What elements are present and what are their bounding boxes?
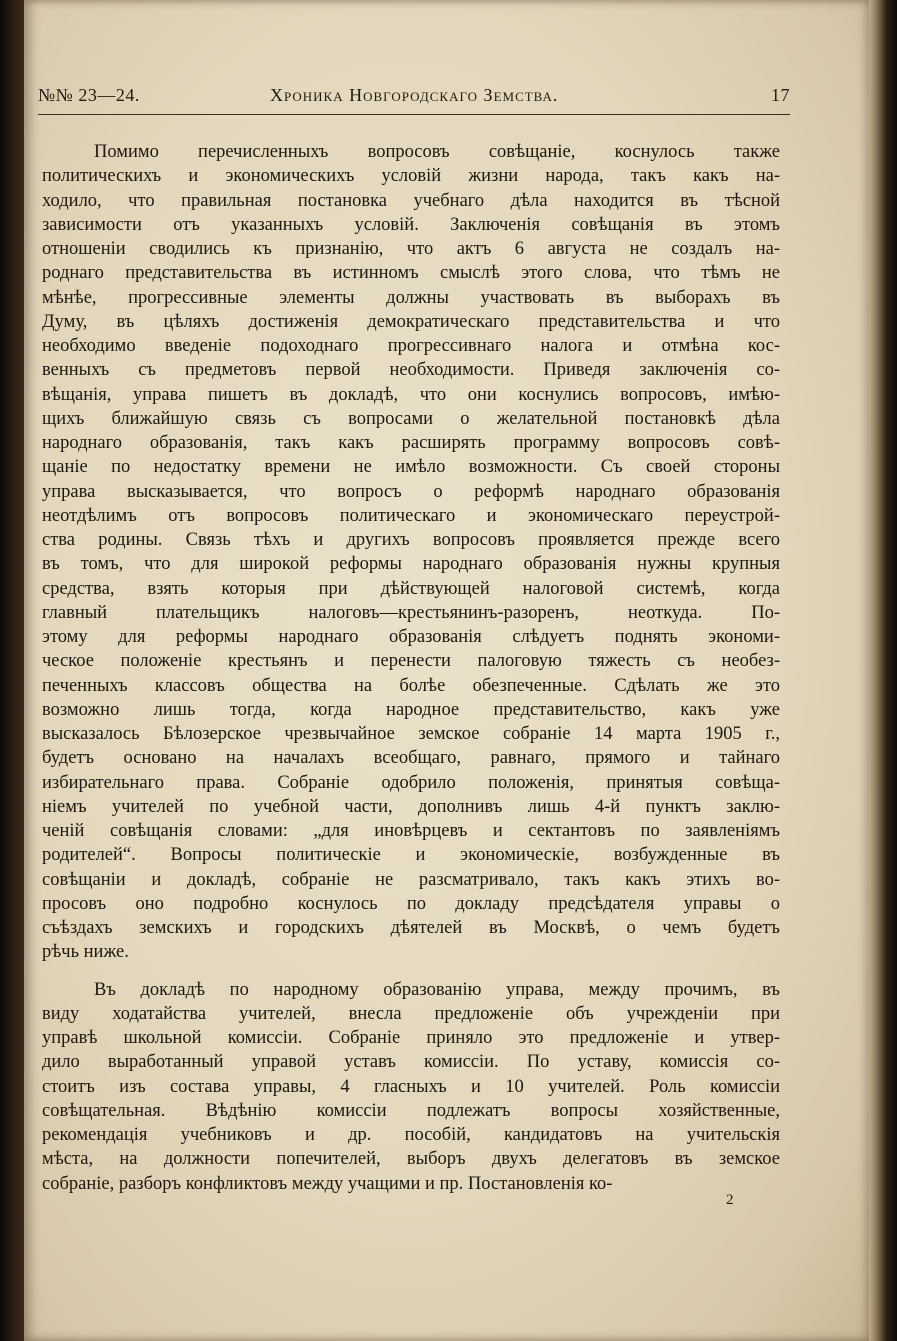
text-line: щихъ ближайшую связь съ вопросами о желательной постановкѣ дѣла xyxy=(42,408,780,429)
text-line: ченій совѣщанія словами: „для иновѣрцевъ и сектантовъ по заявленіямъ xyxy=(42,821,780,841)
text-line: ходило, что правильная постановка учебнаго дѣла находится въ тѣсной xyxy=(42,190,780,211)
text-line: народнаго образованія, такъ какъ расширять программу вопросовъ совѣ- xyxy=(42,433,780,453)
text-line: управѣ школьной комиссіи. Собраніе приняло это предложеніе и утвер- xyxy=(42,1028,780,1048)
text-line: главный плательщикъ налоговъ—крестьянинъ-разоренъ, неоткуда. По- xyxy=(42,602,780,623)
text-line: щаніе по недостатку времени не имѣло возможности. Съ своей стороны xyxy=(42,457,780,478)
text-line: высказалось Бѣлозерское чрезвычайное земское собраніе 14 марта 1905 г., xyxy=(42,724,780,744)
text-line: ческое положеніе крестьянъ и перенести палоговую тяжесть съ необез- xyxy=(42,651,780,672)
paragraph-2 xyxy=(42,978,780,1196)
paragraph-1 xyxy=(42,140,780,965)
text-line: мѣста, на должности попечителей, выборъ двухъ делегатовъ въ земское xyxy=(42,1149,780,1170)
text-line: съѣздахъ земскихъ и городскихъ дѣятелей въ Москвѣ, о чемъ будетъ xyxy=(42,918,780,938)
text-line: виду ходатайства учителей, внесла предложеніе объ учрежденіи при xyxy=(42,1003,780,1024)
text-line: вѣщанія, управа пишетъ въ докладѣ, что они коснулись вопросовъ, имѣю- xyxy=(42,384,780,405)
running-header xyxy=(38,85,790,115)
text-line: дило выработанный управой уставъ комиссіи. По уставу, комиссія со- xyxy=(42,1052,780,1073)
text-line: этому для реформы народнаго образованія слѣдуетъ поднять экономи- xyxy=(42,627,780,647)
paragraph-gap xyxy=(42,965,780,978)
text-line: ства родины. Связь тѣхъ и другихъ вопросовъ проявляется прежде всего xyxy=(42,530,780,550)
header-rule xyxy=(38,114,790,115)
text-line: родителей“. Вопросы политическіе и экономическіе, возбужденные въ xyxy=(42,845,780,866)
text-line: управа высказывается, что вопросъ о реформѣ народнаго образованія xyxy=(42,481,780,502)
text-line: избирательнаго права. Собраніе одобрило положенія, принятыя совѣща- xyxy=(42,772,780,793)
issue-number: №№ 23—24. xyxy=(38,85,140,105)
text-line: стоитъ изъ состава управы, 4 гласныхъ и 10 учителей. Роль комиссіи xyxy=(42,1076,780,1097)
text-line: собраніе, разборъ конфликтовъ между учащими и пр. Постановленія ко- xyxy=(42,1173,613,1194)
text-line: венныхъ съ предметовъ первой необходимости. Приведя заключенія со- xyxy=(42,360,780,381)
book-gutter xyxy=(0,0,24,1341)
text-line: необходимо введеніе подоходнаго прогрессивнаго налога и отмѣна кос- xyxy=(42,336,780,356)
text-line: отношеніи сводились къ признанію, что актъ 6 августа не создалъ на- xyxy=(42,239,780,259)
text-line: неотдѣлимъ отъ вопросовъ политическаго и экономическаго переустрой- xyxy=(42,505,780,526)
text-line: совѣщательная. Вѣдѣнію комиссіи подлежатъ вопросы хозяйственные, xyxy=(42,1100,780,1121)
page-number: 17 xyxy=(771,85,790,105)
text-line: политическихъ и экономическихъ условій жизни народа, такъ какъ на- xyxy=(42,166,780,187)
body-text xyxy=(42,140,780,1196)
text-line: ніемъ учителей по учебной части, дополнивъ лишь 4-й пунктъ заклю- xyxy=(42,796,780,817)
text-line: зависимости отъ указанныхъ условій. Заключенія совѣщанія въ этомъ xyxy=(42,214,780,235)
text-line: въ томъ, что для широкой реформы народнаго образованія нужны крупныя xyxy=(42,554,780,575)
text-line: рекомендація учебниковъ и др. пособій, кандидатовъ на учительскія xyxy=(42,1125,780,1145)
text-line: Въ докладѣ по народному образованію управа, между прочимъ, въ xyxy=(94,979,780,1000)
journal-title: Хроника Новгородскаго Земства. xyxy=(270,85,559,105)
text-line: совѣщаніи и докладѣ, собраніе не разсматривало, такъ какъ этихъ во- xyxy=(42,869,780,890)
text-line: роднаго представительства въ истинномъ смыслѣ этого слова, что тѣмъ не xyxy=(42,263,780,284)
text-line: просовъ оно подробно коснулось по докладу предсѣдателя управы о xyxy=(42,893,780,914)
text-line: Думу, въ цѣляхъ достиженія демократическаго представительства и что xyxy=(42,311,780,332)
page-edge xyxy=(867,0,897,1341)
page-sheet xyxy=(24,0,869,1341)
text-line: Помимо перечисленныхъ вопросовъ совѣщаніе, коснулось также xyxy=(94,142,780,162)
text-line: печенныхъ классовъ общества на болѣе обезпеченные. Сдѣлать же это xyxy=(42,675,780,696)
signature-mark: 2 xyxy=(726,1192,734,1208)
text-line: будетъ основано на началахъ всеобщаго, равнаго, прямого и тайнаго xyxy=(42,748,780,769)
text-line: мѣнѣе, прогрессивные элементы должны участвовать въ выборахъ въ xyxy=(42,287,780,308)
text-line: средства, взять которыя при дѣйствующей налоговой системѣ, когда xyxy=(42,578,780,599)
text-line: рѣчь ниже. xyxy=(42,942,129,963)
text-line: возможно лишь тогда, когда народное представительство, какъ уже xyxy=(42,699,780,720)
